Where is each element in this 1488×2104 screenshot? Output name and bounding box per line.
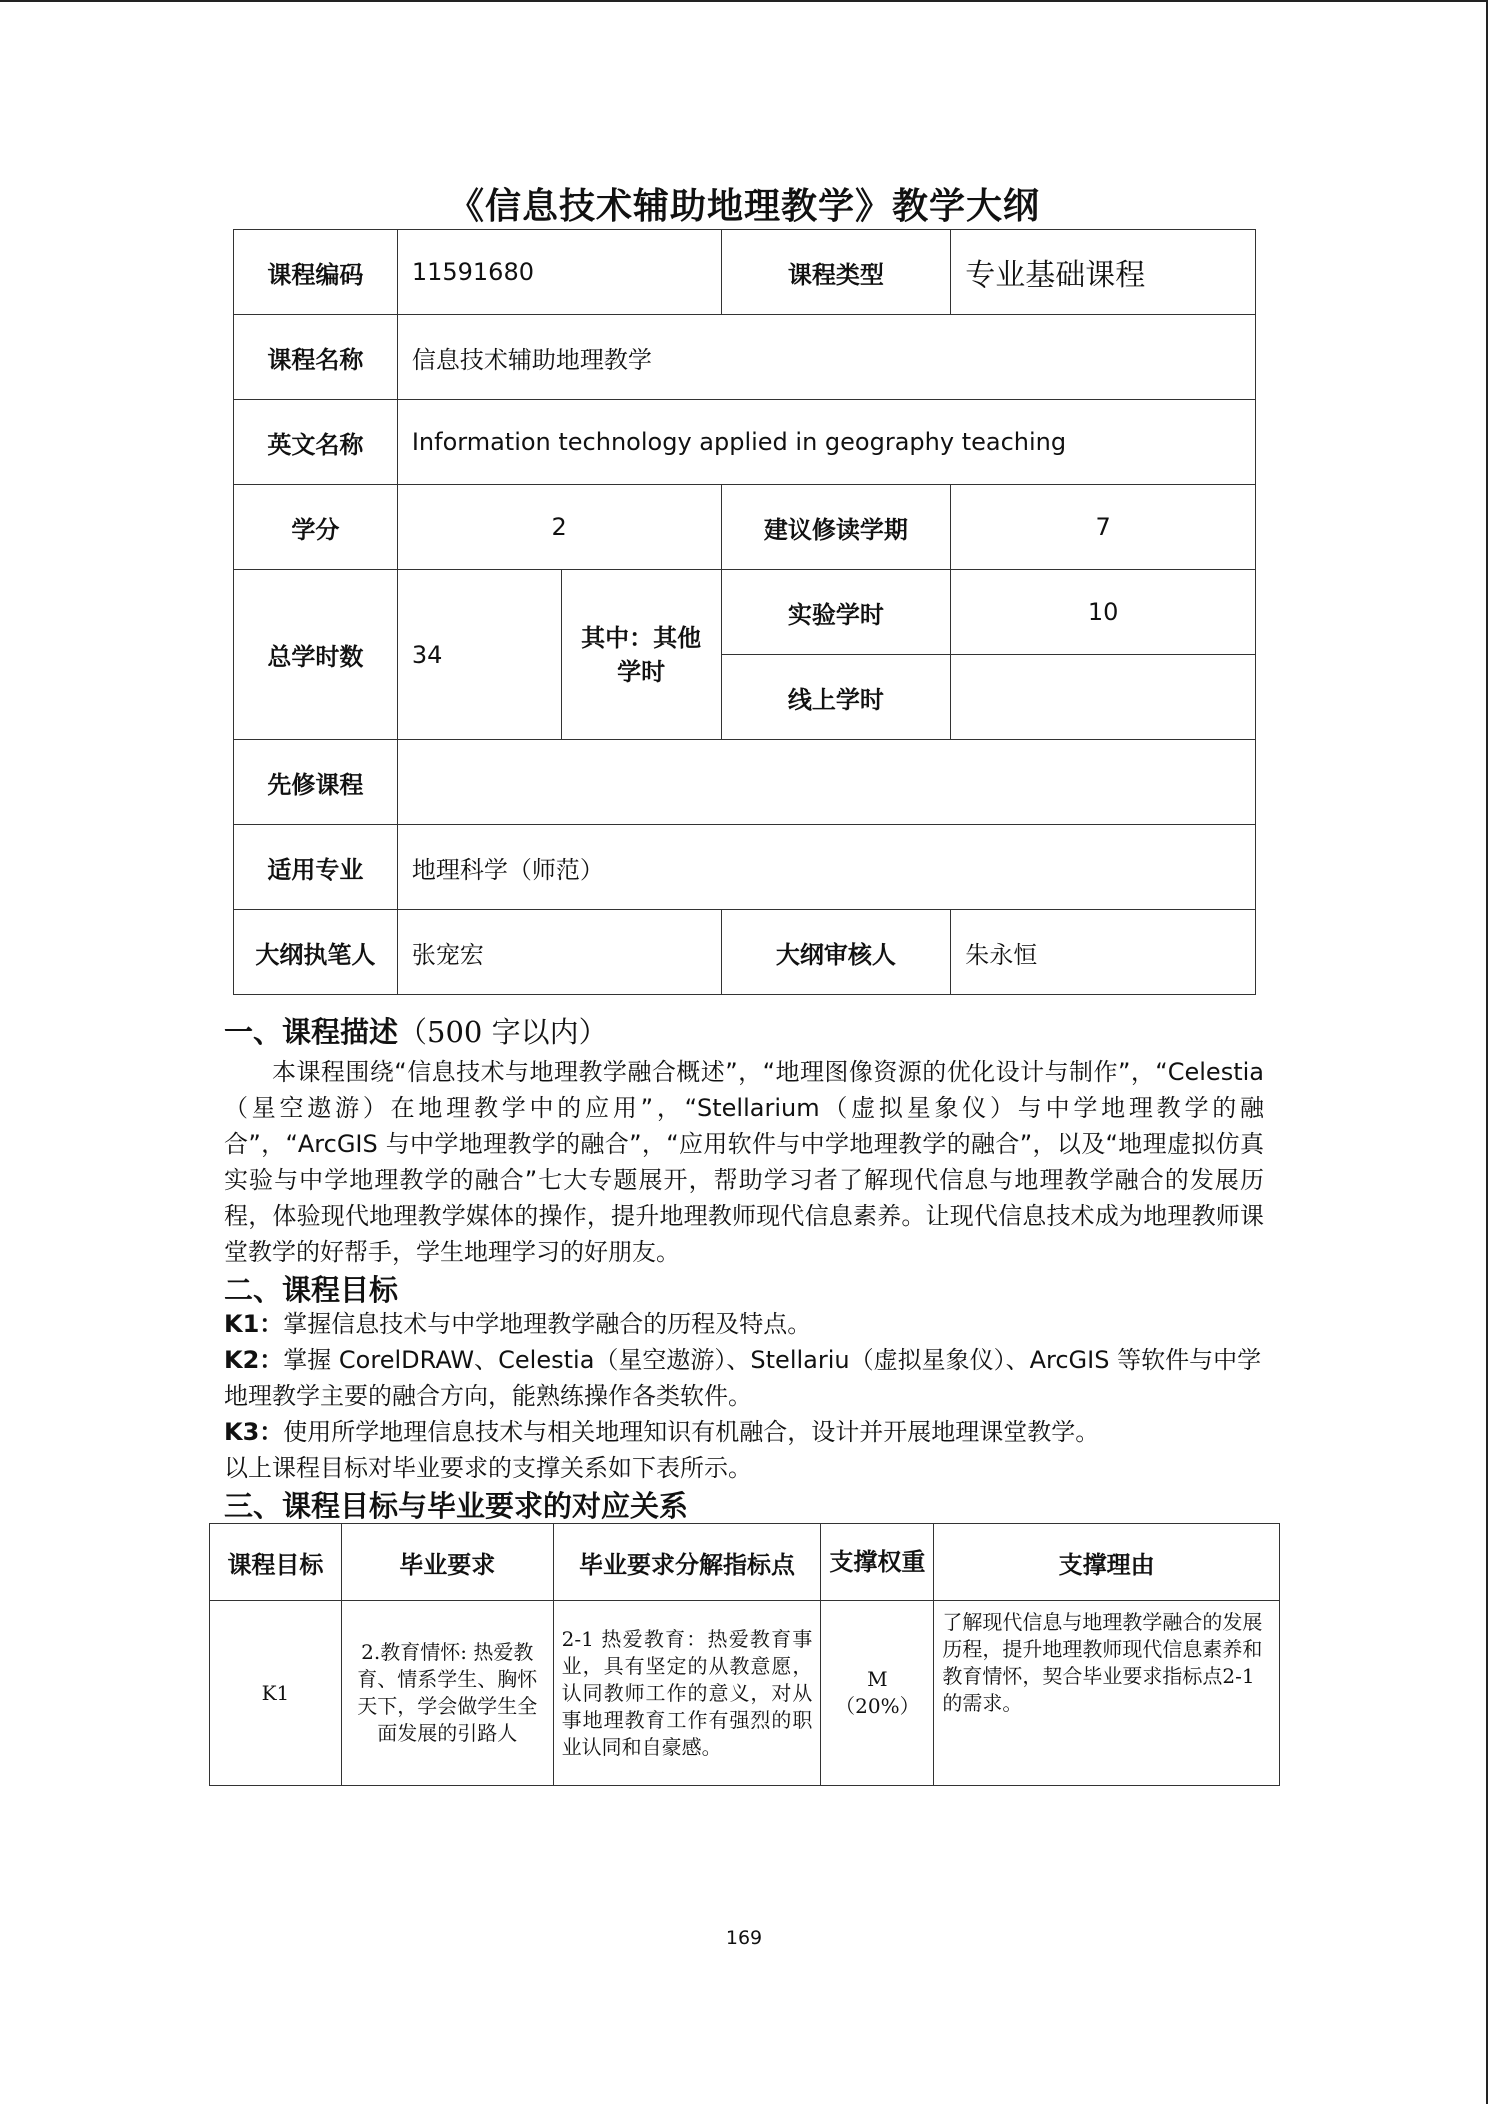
goal-k2-text: 掌握 CorelDRAW、Celestia（星空遨游）、Stellariu（虚拟星象仪）、ArcGIS 等软件与中学地理教学主要的融合方向，能熟练操作各类软件。 xyxy=(224,1346,1262,1410)
credit-label: 学分 xyxy=(234,485,398,570)
goal-k3-text: 使用所学地理信息技术与相关地理知识有机融合，设计并开展地理课堂教学。 xyxy=(283,1418,1100,1446)
goal-k3-label: K3： xyxy=(224,1418,284,1446)
document-title: 《信息技术辅助地理教学》教学大纲 xyxy=(447,186,1040,227)
semester-value: 7 xyxy=(951,485,1256,570)
goal-k1-label: K1： xyxy=(224,1310,284,1338)
english-name-value: Information technology applied in geography teaching xyxy=(397,400,1255,485)
goal-k2 xyxy=(224,1342,1264,1414)
goal-k3 xyxy=(224,1414,1264,1450)
course-type-value: 专业基础课程 xyxy=(951,230,1256,315)
row-weight-pct: （20%） xyxy=(835,1694,920,1718)
section1-heading-note: （500 字以内） xyxy=(398,1015,608,1049)
prereq-label: 先修课程 xyxy=(234,740,398,825)
course-code-value: 11591680 xyxy=(397,230,721,315)
header-requirement: 毕业要求 xyxy=(341,1524,553,1601)
goal-requirement-table xyxy=(209,1523,1280,1786)
goal-k1-text: 掌握信息技术与中学地理教学融合的历程及特点。 xyxy=(283,1310,812,1338)
reviewer-value: 朱永恒 xyxy=(951,910,1256,995)
online-hours-label: 线上学时 xyxy=(721,655,951,740)
total-hours-label: 总学时数 xyxy=(234,570,398,740)
header-indicator: 毕业要求分解指标点 xyxy=(553,1524,821,1601)
reviewer-label: 大纲审核人 xyxy=(721,910,951,995)
course-info-table xyxy=(233,229,1256,995)
page-border-top xyxy=(0,0,1488,2)
course-name-label: 课程名称 xyxy=(234,315,398,400)
prereq-value xyxy=(397,740,1255,825)
row-weight xyxy=(821,1601,934,1786)
author-value: 张宠宏 xyxy=(397,910,721,995)
credit-value: 2 xyxy=(397,485,721,570)
goal-k1 xyxy=(224,1306,1264,1342)
lab-hours-label: 实验学时 xyxy=(721,570,951,655)
major-value: 地理科学（师范） xyxy=(397,825,1255,910)
semester-label: 建议修读学期 xyxy=(721,485,951,570)
section1-paragraph: 本课程围绕“信息技术与地理教学融合概述”，“地理图像资源的优化设计与制作”，“Celestia（星空遨游）在地理教学中的应用”，“Stellarium（虚拟星象仪）与中学地理教学的融合”，“ArcGIS 与中学地理教学的融合”，“应用软件与中学地理教学的融合”，以及“地理虚拟仿真实验与中学地理教学的融合”七大专题展开，帮助学习者了解现代信息与地理教学融合的发展历程，体验现代地理教学媒体的操作，提升地理教师现代信息素养。让现代信息技术成为地理教师课堂教学的好帮手，学生地理学习的好朋友。 xyxy=(224,1058,1264,1266)
major-label: 适用专业 xyxy=(234,825,398,910)
course-name-value: 信息技术辅助地理教学 xyxy=(397,315,1255,400)
header-reason: 支撑理由 xyxy=(934,1524,1280,1601)
goal-k2-label: K2： xyxy=(224,1346,284,1374)
header-weight: 支撑权重 xyxy=(821,1524,934,1601)
row-indicator: 2-1 热爱教育：热爱教育事业，具有坚定的从教意愿，认同教师工作的意义，对从事地理教育工作有强烈的职业认同和自豪感。 xyxy=(553,1601,821,1786)
section2-heading: 二、课程目标 xyxy=(224,1273,399,1307)
row-weight-level: M xyxy=(867,1667,888,1691)
section1-heading xyxy=(224,1010,608,1051)
row-requirement: 2.教育情怀: 热爱教育、情系学生、胸怀天下，学会做学生全面发展的引路人 xyxy=(341,1601,553,1786)
row-reason: 了解现代信息与地理教学融合的发展历程，提升地理教师现代信息素养和教育情怀，契合毕业要求指标点2-1的需求。 xyxy=(934,1601,1280,1786)
course-code-label: 课程编码 xyxy=(234,230,398,315)
english-name-label: 英文名称 xyxy=(234,400,398,485)
total-hours-value: 34 xyxy=(397,570,561,740)
section1-heading-text: 一、课程描述 xyxy=(224,1015,399,1049)
author-label: 大纲执笔人 xyxy=(234,910,398,995)
other-hours-label: 其中：其他学时 xyxy=(561,570,721,740)
course-type-label: 课程类型 xyxy=(721,230,951,315)
section3-heading: 三、课程目标与毕业要求的对应关系 xyxy=(224,1489,689,1523)
page-number: 169 xyxy=(725,1927,763,1949)
lab-hours-value: 10 xyxy=(951,570,1256,655)
goals-note: 以上课程目标对毕业要求的支撑关系如下表所示。 xyxy=(224,1454,752,1482)
table-row xyxy=(210,1601,1280,1786)
online-hours-value xyxy=(951,655,1256,740)
row-goal: K1 xyxy=(210,1601,342,1786)
header-goal: 课程目标 xyxy=(210,1524,342,1601)
